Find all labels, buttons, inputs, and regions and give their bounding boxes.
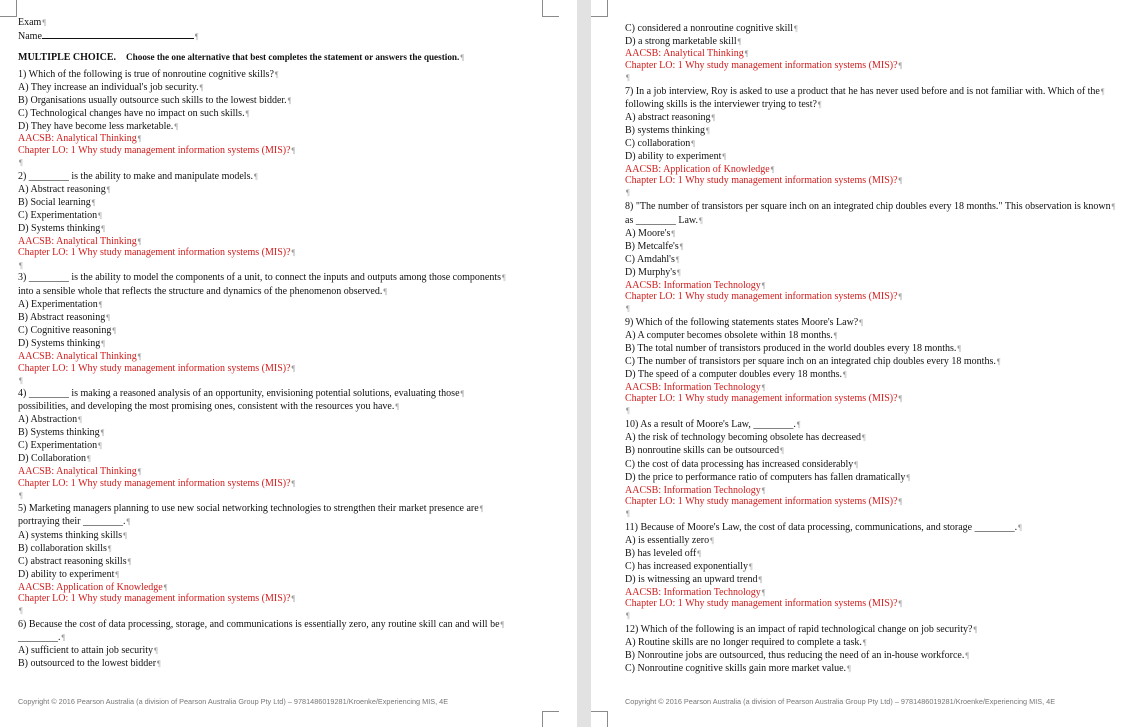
answer-option: C) has increased exponentially¶ xyxy=(625,561,753,572)
answer-option: D) a strong marketable skill¶ xyxy=(625,36,742,47)
question-text: ________.¶ xyxy=(18,632,66,643)
answer-option: C) considered a nonroutine cognitive skill¶ xyxy=(625,23,798,34)
answer-option: A) Moore's¶ xyxy=(625,228,676,239)
empty-paragraph: ¶ xyxy=(626,188,630,197)
answer-option: D) Collaboration¶ xyxy=(18,453,91,464)
answer-option: C) The number of transistors per square inch on an integrated chip doubles every 18 months.¶ xyxy=(625,356,1001,367)
question-stem: 10) As a result of Moore's Law, ________.¶ xyxy=(625,419,801,430)
answer-option: A) A computer becomes obsolete within 18 months.¶ xyxy=(625,330,838,341)
answer-option: A) systems thinking skills¶ xyxy=(18,530,127,541)
answer-option: A) is essentially zero¶ xyxy=(625,535,714,546)
answer-option: B) Abstract reasoning¶ xyxy=(18,312,110,323)
answer-option: A) Abstract reasoning¶ xyxy=(18,184,111,195)
chapter-lo-tag: Chapter LO: 1 Why study management information systems (MIS)?¶ xyxy=(625,393,903,404)
empty-paragraph: ¶ xyxy=(19,606,23,615)
answer-option: D) The speed of a computer doubles every 18 months.¶ xyxy=(625,369,847,380)
crop-mark-bottom-left xyxy=(591,711,608,727)
question-stem: 1) Which of the following is true of nonroutine cognitive skills?¶ xyxy=(18,69,279,80)
left-footer-copyright: Copyright © 2016 Pearson Australia (a division of Pearson Australia Group Pty Ltd) – 9781486019281/Kroenke/Experiencing MIS, 4E xyxy=(18,697,449,706)
chapter-lo-tag: Chapter LO: 1 Why study management information systems (MIS)?¶ xyxy=(18,145,296,156)
question-stem: 4) ________ is making a reasoned analysis of an opportunity, envisioning potential solutions, evaluating those¶ xyxy=(18,388,465,399)
answer-option: D) Murphy's¶ xyxy=(625,267,681,278)
right-footer-copyright: Copyright © 2016 Pearson Australia (a division of Pearson Australia Group Pty Ltd) – 9781486019281/Kroenke/Experiencing MIS, 4E xyxy=(625,697,1056,706)
empty-paragraph: ¶ xyxy=(19,376,23,385)
answer-option: D) Systems thinking¶ xyxy=(18,338,105,349)
chapter-lo-tag: Chapter LO: 1 Why study management information systems (MIS)?¶ xyxy=(18,363,296,374)
page-gutter xyxy=(577,0,591,727)
crop-mark-bottom-right xyxy=(542,711,559,727)
answer-option: A) sufficient to attain job security¶ xyxy=(18,645,158,656)
answer-option: C) abstract reasoning skills¶ xyxy=(18,556,132,567)
empty-paragraph: ¶ xyxy=(19,491,23,500)
chapter-lo-tag: Chapter LO: 1 Why study management information systems (MIS)?¶ xyxy=(625,60,903,71)
answer-option: A) They increase an individual's job security.¶ xyxy=(18,82,204,93)
answer-option: A) Routine skills are no longer required to complete a task.¶ xyxy=(625,637,867,648)
answer-option: C) Experimentation¶ xyxy=(18,440,102,451)
chapter-lo-tag: Chapter LO: 1 Why study management information systems (MIS)?¶ xyxy=(625,175,903,186)
answer-option: B) Nonroutine jobs are outsourced, thus reducing the need of an in-house workforce.¶ xyxy=(625,650,969,661)
answer-option: D) the price to performance ratio of computers has fallen dramatically¶ xyxy=(625,472,911,483)
answer-option: B) Systems thinking¶ xyxy=(18,427,105,438)
aacsb-tag: AACSB: Information Technology¶ xyxy=(625,587,766,598)
question-stem: 9) Which of the following statements states Moore's Law?¶ xyxy=(625,317,863,328)
answer-option: A) the risk of technology becoming obsolete has decreased¶ xyxy=(625,432,866,443)
question-stem: 3) ________ is the ability to model the components of a unit, to connect the inputs and outputs among those components¶ xyxy=(18,272,506,283)
question-stem: 6) Because the cost of data processing, storage, and communications is essentially zero, any routine skill can and will be¶ xyxy=(18,619,505,630)
answer-option: A) abstract reasoning¶ xyxy=(625,112,716,123)
chapter-lo-tag: Chapter LO: 1 Why study management information systems (MIS)?¶ xyxy=(18,593,296,604)
aacsb-tag: AACSB: Analytical Thinking¶ xyxy=(18,236,142,247)
answer-option: A) Experimentation¶ xyxy=(18,299,103,310)
question-text: possibilities, and developing the most promising ones, consistent with the resources you have.¶ xyxy=(18,401,399,412)
answer-option: B) nonroutine skills can be outsourced¶ xyxy=(625,445,784,456)
empty-paragraph: ¶ xyxy=(626,611,630,620)
question-text: following skills is the interviewer trying to test?¶ xyxy=(625,99,822,110)
answer-option: A) Abstraction¶ xyxy=(18,414,82,425)
answer-option: B) has leveled off¶ xyxy=(625,548,701,559)
question-stem: 11) Because of Moore's Law, the cost of data processing, communications, and storage ________.¶ xyxy=(625,522,1022,533)
answer-option: D) They have become less marketable.¶ xyxy=(18,121,178,132)
chapter-lo-tag: Chapter LO: 1 Why study management information systems (MIS)?¶ xyxy=(625,598,903,609)
answer-option: C) collaboration¶ xyxy=(625,138,695,149)
answer-option: C) Cognitive reasoning¶ xyxy=(18,325,116,336)
chapter-lo-tag: Chapter LO: 1 Why study management information systems (MIS)?¶ xyxy=(625,291,903,302)
answer-option: C) Experimentation¶ xyxy=(18,210,102,221)
empty-paragraph: ¶ xyxy=(626,304,630,313)
answer-option: B) Organisations usually outsource such skills to the lowest bidder.¶ xyxy=(18,95,292,106)
aacsb-tag: AACSB: Information Technology¶ xyxy=(625,485,766,496)
answer-option: D) is witnessing an upward trend¶ xyxy=(625,574,763,585)
chapter-lo-tag: Chapter LO: 1 Why study management information systems (MIS)?¶ xyxy=(625,496,903,507)
chapter-lo-tag: Chapter LO: 1 Why study management information systems (MIS)?¶ xyxy=(18,247,296,258)
crop-mark-top-right xyxy=(542,0,559,17)
empty-paragraph: ¶ xyxy=(19,261,23,270)
answer-option: D) ability to experiment¶ xyxy=(625,151,726,162)
question-text: as ________ Law.¶ xyxy=(625,215,703,226)
answer-option: B) collaboration skills¶ xyxy=(18,543,112,554)
answer-option: C) the cost of data processing has increased considerably¶ xyxy=(625,459,858,470)
aacsb-tag: AACSB: Analytical Thinking¶ xyxy=(18,351,142,362)
answer-option: C) Nonroutine cognitive skills gain more market value.¶ xyxy=(625,663,851,674)
answer-option: B) Metcalfe's¶ xyxy=(625,241,684,252)
question-stem: 12) Which of the following is an impact of rapid technological change on job security?¶ xyxy=(625,624,978,635)
aacsb-tag: AACSB: Analytical Thinking¶ xyxy=(18,133,142,144)
aacsb-tag: AACSB: Application of Knowledge¶ xyxy=(18,582,168,593)
answer-option: D) Systems thinking¶ xyxy=(18,223,105,234)
aacsb-tag: AACSB: Analytical Thinking¶ xyxy=(18,466,142,477)
crop-mark-top-left xyxy=(591,0,608,17)
section-heading: MULTIPLE CHOICE. Choose the one alternative that best completes the statement or answers the question.¶ xyxy=(18,52,464,63)
answer-option: B) outsourced to the lowest bidder¶ xyxy=(18,658,161,669)
aacsb-tag: AACSB: Application of Knowledge¶ xyxy=(625,164,775,175)
question-stem: 7) In a job interview, Roy is asked to use a product that he has never used before and is not familiar with. Which of the¶ xyxy=(625,86,1105,97)
aacsb-tag: AACSB: Information Technology¶ xyxy=(625,280,766,291)
answer-option: C) Technological changes have no impact on such skills.¶ xyxy=(18,108,250,119)
crop-mark-top-left xyxy=(0,0,17,17)
right-page xyxy=(591,0,1134,727)
answer-option: B) Social learning¶ xyxy=(18,197,96,208)
question-text: portraying their ________.¶ xyxy=(18,516,131,527)
aacsb-tag: AACSB: Information Technology¶ xyxy=(625,382,766,393)
question-stem: 2) ________ is the ability to make and manipulate models.¶ xyxy=(18,171,258,182)
empty-paragraph: ¶ xyxy=(626,406,630,415)
aacsb-tag: AACSB: Analytical Thinking¶ xyxy=(625,48,749,59)
answer-option: B) systems thinking¶ xyxy=(625,125,710,136)
question-text: into a sensible whole that reflects the structure and dynamics of the phenomenon observed.¶ xyxy=(18,286,387,297)
empty-paragraph: ¶ xyxy=(19,158,23,167)
question-stem: 5) Marketing managers planning to use new social networking technologies to strengthen their market presence are¶ xyxy=(18,503,484,514)
answer-option: B) The total number of transistors produced in the world doubles every 18 months.¶ xyxy=(625,343,962,354)
name-field[interactable]: Name ¶ xyxy=(18,31,199,42)
empty-paragraph: ¶ xyxy=(626,509,630,518)
answer-option: C) Amdahl's¶ xyxy=(625,254,680,265)
question-stem: 8) "The number of transistors per square inch on an integrated chip doubles every 18 months." This observation is known¶ xyxy=(625,201,1116,212)
chapter-lo-tag: Chapter LO: 1 Why study management information systems (MIS)?¶ xyxy=(18,478,296,489)
answer-option: D) ability to experiment¶ xyxy=(18,569,119,580)
empty-paragraph: ¶ xyxy=(626,73,630,82)
exam-title: Exam¶ xyxy=(18,17,46,28)
